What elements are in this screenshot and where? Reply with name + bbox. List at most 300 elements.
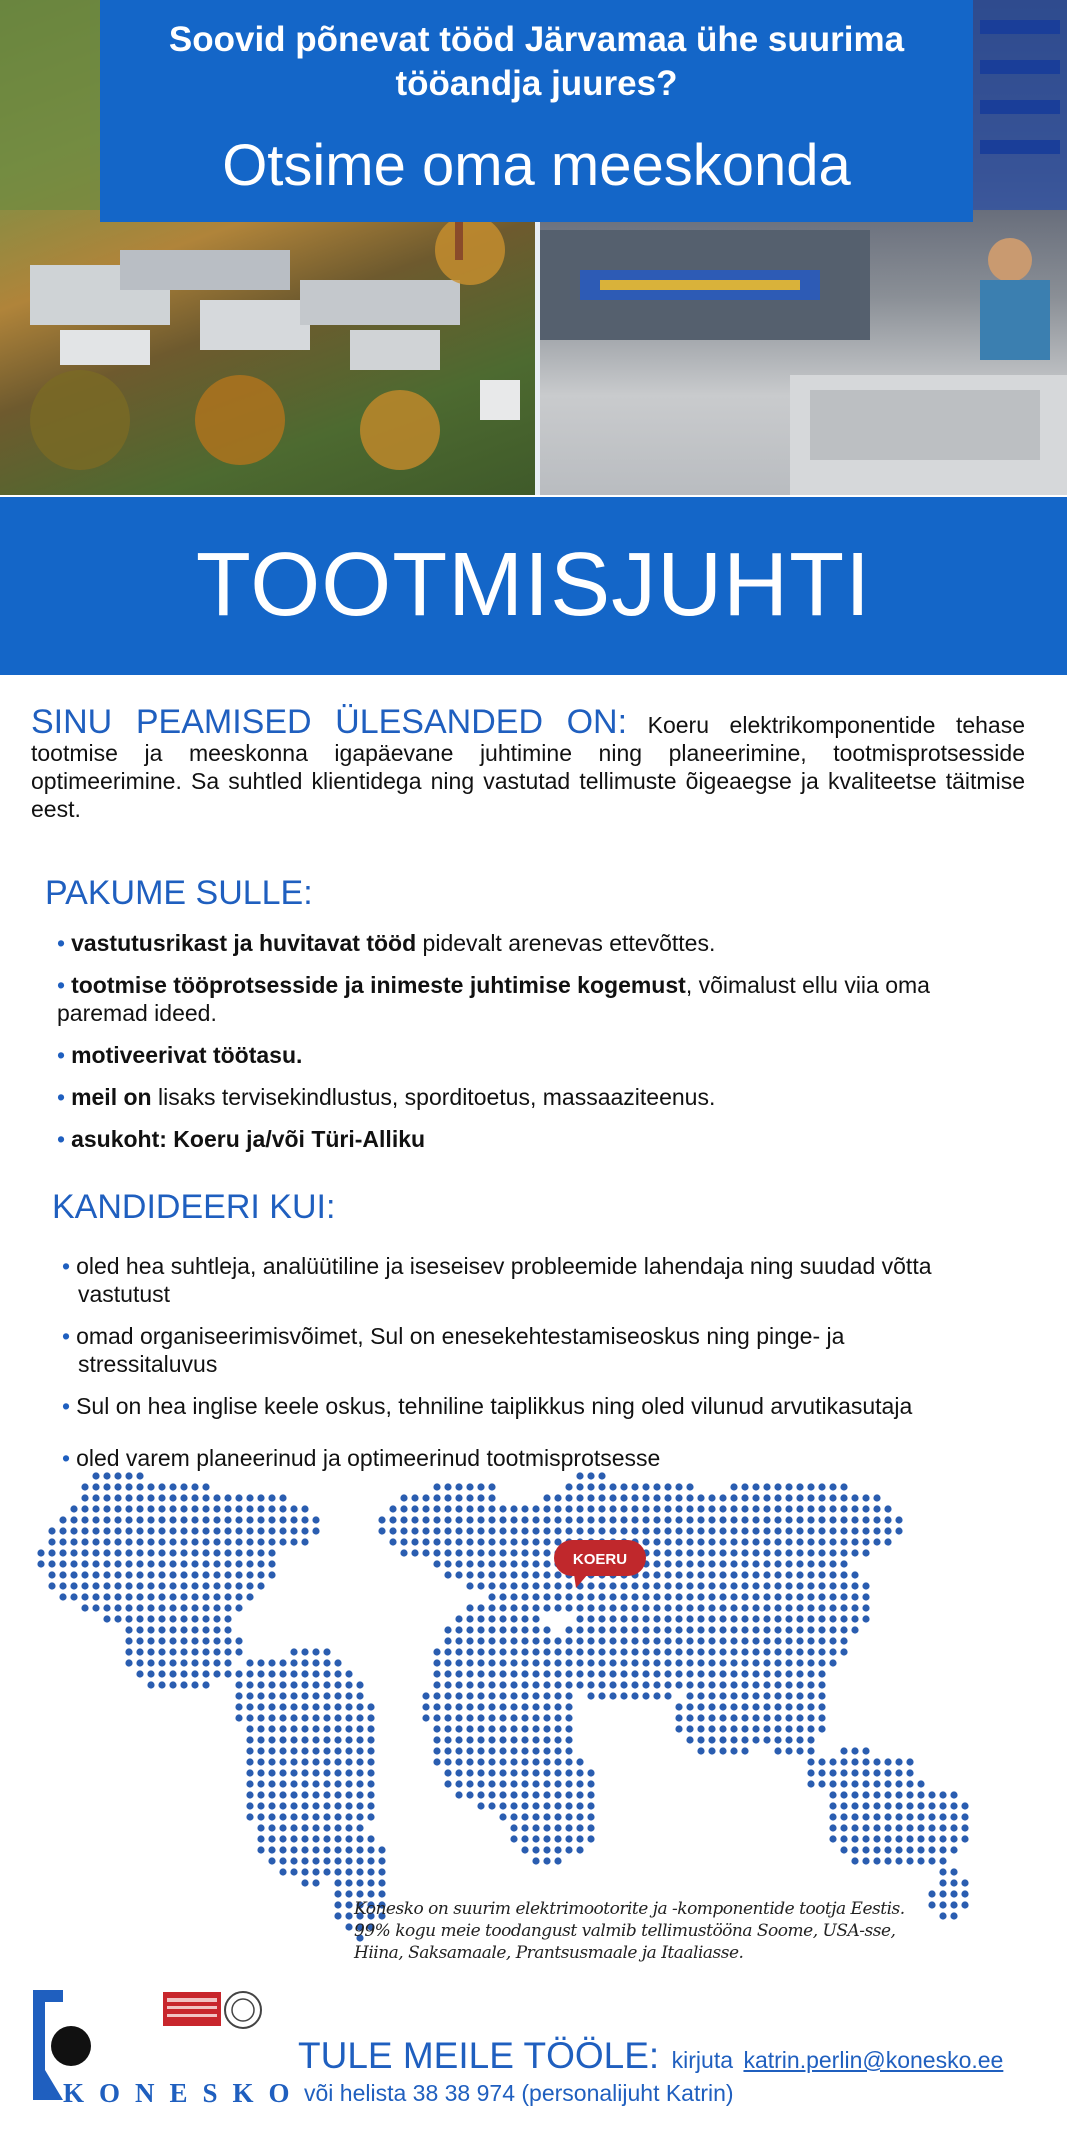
map-dot [851, 1538, 858, 1545]
map-dot [510, 1626, 517, 1633]
map-dot [609, 1670, 616, 1677]
map-dot [730, 1483, 737, 1490]
map-dot [829, 1769, 836, 1776]
map-dot [279, 1527, 286, 1534]
map-dot [642, 1494, 649, 1501]
map-dot [796, 1494, 803, 1501]
map-dot [873, 1494, 880, 1501]
map-dot [257, 1802, 264, 1809]
map-dot [708, 1593, 715, 1600]
map-dot [862, 1494, 869, 1501]
map-dot [708, 1725, 715, 1732]
contact-email-link[interactable]: katrin.perlin@konesko.ee [743, 2047, 1004, 2073]
map-dot [257, 1538, 264, 1545]
map-dot [224, 1604, 231, 1611]
map-dot [642, 1670, 649, 1677]
map-dot [389, 1505, 396, 1512]
map-dot [125, 1549, 132, 1556]
map-dot [191, 1626, 198, 1633]
map-dot [400, 1505, 407, 1512]
map-dot [675, 1549, 682, 1556]
map-dot [686, 1527, 693, 1534]
map-dot [147, 1571, 154, 1578]
map-dot [730, 1725, 737, 1732]
map-dot [565, 1813, 572, 1820]
map-dot [510, 1571, 517, 1578]
map-dot [818, 1582, 825, 1589]
map-dot [543, 1714, 550, 1721]
map-dot [455, 1791, 462, 1798]
map-dot [752, 1648, 759, 1655]
map-dot [763, 1736, 770, 1743]
map-dot [554, 1593, 561, 1600]
map-dot [697, 1736, 704, 1743]
map-dot [158, 1527, 165, 1534]
map-dot [609, 1637, 616, 1644]
map-dot [257, 1659, 264, 1666]
map-dot [774, 1703, 781, 1710]
map-dot [565, 1505, 572, 1512]
map-dot [807, 1637, 814, 1644]
iso-certification-badge [163, 1990, 263, 2034]
map-dot [224, 1571, 231, 1578]
map-dot [741, 1538, 748, 1545]
map-dot [565, 1637, 572, 1644]
map-dot [620, 1527, 627, 1534]
map-dot [851, 1846, 858, 1853]
map-dot [840, 1769, 847, 1776]
map-dot [158, 1549, 165, 1556]
map-dot [510, 1560, 517, 1567]
map-dot [851, 1769, 858, 1776]
map-dot [191, 1615, 198, 1622]
map-dot [763, 1527, 770, 1534]
map-dot [345, 1912, 352, 1919]
map-dot [840, 1538, 847, 1545]
map-dot [697, 1571, 704, 1578]
map-dot [675, 1560, 682, 1567]
map-dot [466, 1516, 473, 1523]
map-dot [301, 1681, 308, 1688]
map-dot [477, 1560, 484, 1567]
map-dot [444, 1670, 451, 1677]
map-dot [213, 1560, 220, 1567]
map-dot [752, 1494, 759, 1501]
map-dot [730, 1637, 737, 1644]
cta-write-label: kirjuta [671, 2047, 734, 2073]
map-dot [279, 1516, 286, 1523]
map-dot [598, 1648, 605, 1655]
map-dot [70, 1582, 77, 1589]
map-dot [840, 1593, 847, 1600]
map-dot [444, 1549, 451, 1556]
map-dot [202, 1626, 209, 1633]
map-dot [400, 1549, 407, 1556]
map-dot [103, 1615, 110, 1622]
map-dot [158, 1637, 165, 1644]
map-dot [367, 1879, 374, 1886]
map-dot [840, 1615, 847, 1622]
map-dot [840, 1516, 847, 1523]
map-dot [554, 1637, 561, 1644]
map-dot [785, 1505, 792, 1512]
map-dot [840, 1780, 847, 1787]
map-dot [103, 1483, 110, 1490]
map-dot [884, 1527, 891, 1534]
map-dot [950, 1890, 957, 1897]
map-dot [653, 1615, 660, 1622]
map-dot [312, 1846, 319, 1853]
map-dot [554, 1813, 561, 1820]
map-dot [807, 1769, 814, 1776]
map-dot [796, 1626, 803, 1633]
map-dot [752, 1483, 759, 1490]
map-dot [246, 1571, 253, 1578]
map-dot [59, 1593, 66, 1600]
map-dot [510, 1835, 517, 1842]
map-dot [92, 1527, 99, 1534]
map-dot [675, 1527, 682, 1534]
map-dot [697, 1560, 704, 1567]
map-dot [477, 1681, 484, 1688]
map-dot [763, 1637, 770, 1644]
map-dot [367, 1758, 374, 1765]
map-dot [774, 1626, 781, 1633]
map-dot [532, 1791, 539, 1798]
map-dot [752, 1681, 759, 1688]
map-dot [334, 1890, 341, 1897]
map-dot [257, 1681, 264, 1688]
map-dot [598, 1626, 605, 1633]
map-dot [785, 1615, 792, 1622]
map-dot [543, 1780, 550, 1787]
map-dot [818, 1758, 825, 1765]
map-dot [587, 1615, 594, 1622]
map-dot [356, 1769, 363, 1776]
map-dot [114, 1560, 121, 1567]
map-dot [664, 1560, 671, 1567]
offer-item: • asukoht: Koeru ja/või Türi-Alliku [57, 1126, 426, 1152]
map-dot [862, 1582, 869, 1589]
map-dot [81, 1593, 88, 1600]
map-dot [554, 1692, 561, 1699]
map-dot [235, 1527, 242, 1534]
map-dot [488, 1516, 495, 1523]
map-dot [444, 1769, 451, 1776]
map-dot [488, 1494, 495, 1501]
map-dot [664, 1670, 671, 1677]
map-dot [763, 1593, 770, 1600]
map-dot [818, 1593, 825, 1600]
map-dot [719, 1593, 726, 1600]
map-dot [158, 1604, 165, 1611]
map-dot [466, 1681, 473, 1688]
bullet-icon: • [57, 1084, 66, 1110]
map-dot [752, 1582, 759, 1589]
map-dot [378, 1879, 385, 1886]
map-dot [620, 1648, 627, 1655]
map-dot [334, 1835, 341, 1842]
map-dot [202, 1560, 209, 1567]
map-dot [565, 1791, 572, 1798]
map-dot [499, 1593, 506, 1600]
map-dot [774, 1637, 781, 1644]
map-dot [543, 1802, 550, 1809]
map-dot [510, 1615, 517, 1622]
map-dot [708, 1604, 715, 1611]
map-dot [818, 1670, 825, 1677]
map-dot [323, 1780, 330, 1787]
map-dot [862, 1505, 869, 1512]
map-dot [510, 1769, 517, 1776]
map-dot [158, 1593, 165, 1600]
map-dot [906, 1802, 913, 1809]
map-dot [499, 1703, 506, 1710]
map-dot [653, 1516, 660, 1523]
map-dot [136, 1615, 143, 1622]
map-dot [719, 1527, 726, 1534]
map-dot [422, 1549, 429, 1556]
map-dot [587, 1659, 594, 1666]
map-dot [455, 1560, 462, 1567]
map-dot [477, 1483, 484, 1490]
map-dot [741, 1549, 748, 1556]
map-dot [642, 1615, 649, 1622]
map-dot [521, 1571, 528, 1578]
map-dot [499, 1549, 506, 1556]
map-dot [422, 1703, 429, 1710]
map-dot [191, 1494, 198, 1501]
map-dot [488, 1692, 495, 1699]
map-dot [70, 1505, 77, 1512]
map-dot [312, 1747, 319, 1754]
map-dot [752, 1659, 759, 1666]
map-dot [950, 1912, 957, 1919]
map-dot [554, 1835, 561, 1842]
map-dot [543, 1560, 550, 1567]
map-dot [631, 1615, 638, 1622]
headline-subtitle: Otsime oma meeskonda [222, 133, 851, 198]
map-dot [785, 1747, 792, 1754]
map-dot [653, 1681, 660, 1688]
map-dot [917, 1857, 924, 1864]
map-dot [598, 1472, 605, 1479]
map-dot [180, 1494, 187, 1501]
map-dot [136, 1637, 143, 1644]
map-dot [125, 1615, 132, 1622]
map-dot [686, 1659, 693, 1666]
map-dot [587, 1626, 594, 1633]
map-dot [499, 1637, 506, 1644]
map-dot [202, 1538, 209, 1545]
map-dot [697, 1527, 704, 1534]
map-dot [818, 1483, 825, 1490]
map-dot [609, 1604, 616, 1611]
map-dot [807, 1725, 814, 1732]
map-dot [312, 1681, 319, 1688]
map-dot [895, 1769, 902, 1776]
map-dot [906, 1791, 913, 1798]
map-dot [785, 1703, 792, 1710]
map-dot [532, 1725, 539, 1732]
map-dot [477, 1571, 484, 1578]
map-dot [774, 1747, 781, 1754]
map-dot [345, 1835, 352, 1842]
map-dot [213, 1615, 220, 1622]
map-dot [796, 1637, 803, 1644]
map-dot [323, 1802, 330, 1809]
map-dot [290, 1758, 297, 1765]
map-dot [543, 1736, 550, 1743]
map-dot [576, 1780, 583, 1787]
map-dot [279, 1494, 286, 1501]
map-dot [103, 1538, 110, 1545]
map-dot [510, 1802, 517, 1809]
map-dot [741, 1615, 748, 1622]
map-dot [268, 1560, 275, 1567]
map-dot [686, 1549, 693, 1556]
map-dot [290, 1703, 297, 1710]
map-dot [818, 1626, 825, 1633]
map-dot [455, 1505, 462, 1512]
map-dot [796, 1560, 803, 1567]
map-dot [675, 1483, 682, 1490]
map-dot [290, 1791, 297, 1798]
map-dot [411, 1516, 418, 1523]
map-dot [862, 1593, 869, 1600]
map-dot [180, 1681, 187, 1688]
map-dot [697, 1604, 704, 1611]
map-dot [730, 1604, 737, 1611]
map-dot [807, 1747, 814, 1754]
map-dot [862, 1857, 869, 1864]
map-dot [191, 1582, 198, 1589]
map-dot [257, 1527, 264, 1534]
map-dot [818, 1538, 825, 1545]
map-dot [785, 1582, 792, 1589]
map-dot [576, 1835, 583, 1842]
map-dot [796, 1571, 803, 1578]
bullet-icon: • [62, 1393, 71, 1419]
map-dot [488, 1648, 495, 1655]
map-dot [290, 1857, 297, 1864]
map-dot [466, 1725, 473, 1732]
map-dot [873, 1769, 880, 1776]
map-dot [719, 1582, 726, 1589]
map-dot [708, 1549, 715, 1556]
map-dot [741, 1747, 748, 1754]
map-dot [653, 1582, 660, 1589]
map-dot [411, 1505, 418, 1512]
map-dot [741, 1692, 748, 1699]
map-dot [334, 1758, 341, 1765]
map-dot [279, 1659, 286, 1666]
map-dot [466, 1549, 473, 1556]
map-dot [290, 1516, 297, 1523]
map-dot [114, 1549, 121, 1556]
map-dot [664, 1582, 671, 1589]
map-dot [609, 1593, 616, 1600]
map-dot [829, 1549, 836, 1556]
map-dot [609, 1516, 616, 1523]
map-dot [818, 1714, 825, 1721]
map-dot [466, 1494, 473, 1501]
map-dot [488, 1681, 495, 1688]
map-dot [455, 1769, 462, 1776]
map-dot [807, 1714, 814, 1721]
map-dot [169, 1538, 176, 1545]
map-dot [323, 1703, 330, 1710]
map-dot [686, 1637, 693, 1644]
map-dot [884, 1791, 891, 1798]
map-dot [840, 1824, 847, 1831]
map-dot [598, 1637, 605, 1644]
map-dot [92, 1505, 99, 1512]
map-dot [598, 1659, 605, 1666]
map-dot [301, 1758, 308, 1765]
map-dot [631, 1637, 638, 1644]
map-dot [158, 1582, 165, 1589]
map-dot [708, 1692, 715, 1699]
map-dot [785, 1736, 792, 1743]
map-dot [851, 1835, 858, 1842]
map-dot [851, 1780, 858, 1787]
map-dot [543, 1747, 550, 1754]
map-dot [862, 1747, 869, 1754]
map-dot [598, 1483, 605, 1490]
map-dot [664, 1648, 671, 1655]
map-dot [477, 1604, 484, 1611]
map-dot [851, 1791, 858, 1798]
map-dot [719, 1615, 726, 1622]
map-dot [290, 1736, 297, 1743]
map-dot [895, 1824, 902, 1831]
map-dot [785, 1637, 792, 1644]
map-dot [576, 1648, 583, 1655]
map-dot [466, 1769, 473, 1776]
map-dot [92, 1538, 99, 1545]
map-dot [708, 1736, 715, 1743]
map-dot [444, 1637, 451, 1644]
map-dot [730, 1593, 737, 1600]
map-dot [697, 1714, 704, 1721]
map-dot [323, 1813, 330, 1820]
map-dot [279, 1857, 286, 1864]
map-dot [510, 1527, 517, 1534]
map-dot [873, 1824, 880, 1831]
map-dot [664, 1538, 671, 1545]
map-dot [235, 1571, 242, 1578]
map-dot [202, 1615, 209, 1622]
map-dot [807, 1758, 814, 1765]
map-dot [785, 1626, 792, 1633]
map-dot [312, 1813, 319, 1820]
map-dot [873, 1780, 880, 1787]
map-dot [433, 1736, 440, 1743]
map-dot [554, 1670, 561, 1677]
map-dot [543, 1538, 550, 1545]
map-dot [279, 1736, 286, 1743]
map-dot [653, 1538, 660, 1545]
map-dot [312, 1714, 319, 1721]
map-dot [180, 1637, 187, 1644]
map-dot [268, 1670, 275, 1677]
map-dot [257, 1703, 264, 1710]
map-dot [818, 1725, 825, 1732]
map-dot [895, 1835, 902, 1842]
map-dot [246, 1516, 253, 1523]
map-dot [730, 1505, 737, 1512]
